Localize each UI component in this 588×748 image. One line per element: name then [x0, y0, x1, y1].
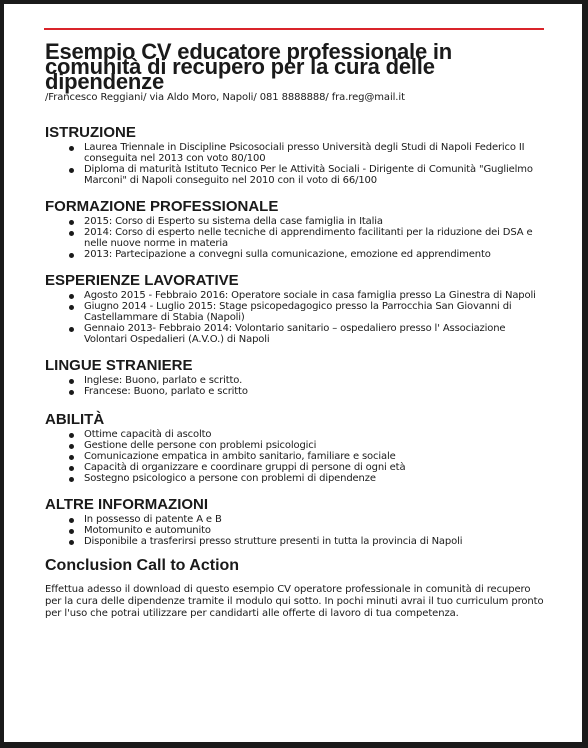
- bullet-icon: [69, 168, 74, 173]
- section-heading: FORMAZIONE PROFESSIONALE: [45, 198, 279, 215]
- section-heading: ALTRE INFORMAZIONI: [45, 496, 209, 513]
- list-item: [45, 290, 545, 301]
- list-item-text: Agosto 2015 - Febbraio 2016: Operatore sociale in casa famiglia presso La Ginestra di Napoli: [84, 290, 536, 301]
- list-item-text: Inglese: Buono, parlato e scritto.: [84, 375, 243, 386]
- conclusion-heading: Conclusion Call to Action: [45, 557, 240, 574]
- bullet-icon: [69, 529, 74, 534]
- bullet-icon: [69, 305, 74, 310]
- list-item-text: Motomunito e automunito: [84, 525, 211, 536]
- section-heading: LINGUE STRANIERE: [45, 357, 193, 374]
- section-list: [45, 290, 545, 345]
- bullet-icon: [69, 433, 74, 438]
- section-list: [45, 142, 545, 186]
- section-abilita: [45, 411, 545, 484]
- list-item: [45, 301, 545, 323]
- contact-line: /Francesco Reggiani/ via Aldo Moro, Napoli/ 081 8888888/ fra.reg@mail.it: [45, 92, 405, 103]
- section-list: [45, 375, 545, 397]
- bullet-icon: [69, 444, 74, 449]
- bullet-icon: [69, 253, 74, 258]
- list-item-text: 2015: Corso di Esperto su sistema della case famiglia in Italia: [84, 216, 383, 227]
- list-item-text: Gennaio 2013- Febbraio 2014: Volontario sanitario – ospedaliero presso l' Associazione Volontari Ospedalieri (A.V.O.) di Napoli: [84, 323, 506, 345]
- list-item: [45, 216, 545, 227]
- section-esperienze: [45, 272, 545, 345]
- section-istruzione: [45, 124, 545, 186]
- list-item-text: Giugno 2014 - Luglio 2015: Stage psicopedagogico presso la Parrocchia San Giovanni di Castellammare di Stabia (Napoli): [84, 301, 512, 323]
- section-conclusion: [45, 557, 545, 620]
- list-item: [45, 451, 545, 462]
- list-item: [45, 440, 545, 451]
- list-item: [45, 249, 545, 260]
- list-item-text: Capacità di organizzare e coordinare gruppi di persone di ogni età: [84, 462, 406, 473]
- list-item: [45, 386, 545, 397]
- list-item: [45, 227, 545, 249]
- list-item: [45, 429, 545, 440]
- conclusion-text: Effettua adesso il download di questo esempio CV operatore professionale in comunità di recupero per la cura delle dipendenze tramite il modulo qui sotto. In pochi minuti avrai il tuo curriculum pronto per l'uso che potrai utilizzare per candidarti alle offerte di lavoro di tua competenza.: [45, 584, 544, 619]
- bullet-icon: [69, 466, 74, 471]
- list-item-text: Francese: Buono, parlato e scritto: [84, 386, 248, 397]
- section-list: [45, 216, 545, 260]
- list-item-text: Gestione delle persone con problemi psicologici: [84, 440, 317, 451]
- section-formazione: [45, 198, 545, 260]
- bullet-icon: [69, 294, 74, 299]
- bullet-icon: [69, 390, 74, 395]
- bullet-icon: [69, 327, 74, 332]
- cv-document: [45, 40, 545, 620]
- list-item: [45, 323, 545, 345]
- section-heading: ABILITÀ: [45, 411, 105, 428]
- bullet-icon: [69, 220, 74, 225]
- cv-title: Esempio CV educatore professionale in comunità di recupero per la cura delle dipendenze: [45, 39, 453, 94]
- list-item: [45, 142, 545, 164]
- section-list: [45, 514, 545, 547]
- bullet-icon: [69, 379, 74, 384]
- bullet-icon: [69, 146, 74, 151]
- bullet-icon: [69, 455, 74, 460]
- bullet-icon: [69, 518, 74, 523]
- accent-rule: [44, 28, 544, 30]
- bullet-icon: [69, 477, 74, 482]
- bullet-icon: [69, 540, 74, 545]
- list-item: [45, 525, 545, 536]
- section-list: [45, 429, 545, 484]
- list-item-text: Ottime capacità di ascolto: [84, 429, 212, 440]
- list-item-text: 2013: Partecipazione a convegni sulla comunicazione, emozione ed apprendimento: [84, 249, 491, 260]
- section-heading: ISTRUZIONE: [45, 124, 136, 141]
- list-item-text: In possesso di patente A e B: [84, 514, 222, 525]
- list-item: [45, 514, 545, 525]
- bullet-icon: [69, 231, 74, 236]
- section-lingue: [45, 357, 545, 397]
- list-item-text: Comunicazione empatica in ambito sanitario, familiare e sociale: [84, 451, 396, 462]
- section-heading: ESPERIENZE LAVORATIVE: [45, 272, 239, 289]
- list-item-text: Disponibile a trasferirsi presso strutture presenti in tutta la provincia di Napoli: [84, 536, 463, 547]
- list-item: [45, 375, 545, 386]
- section-altre-informazioni: [45, 496, 545, 547]
- list-item: [45, 164, 545, 186]
- list-item-text: Diploma di maturità Istituto Tecnico Per le Attività Sociali - Dirigente di Comunità "Guglielmo Marconi" di Napoli conseguito nel 2010 con il voto di 66/100: [84, 164, 533, 186]
- list-item-text: Laurea Triennale in Discipline Psicosociali presso Università degli Studi di Napoli Federico II conseguita nel 2013 con voto 80/100: [84, 142, 525, 164]
- list-item-text: 2014: Corso di esperto nelle tecniche di apprendimento facilitanti per la riduzione dei DSA e nelle nuove norme in materia: [84, 227, 533, 249]
- list-item: [45, 536, 545, 547]
- list-item: [45, 473, 545, 484]
- list-item-text: Sostegno psicologico a persone con problemi di dipendenze: [84, 473, 376, 484]
- list-item: [45, 462, 545, 473]
